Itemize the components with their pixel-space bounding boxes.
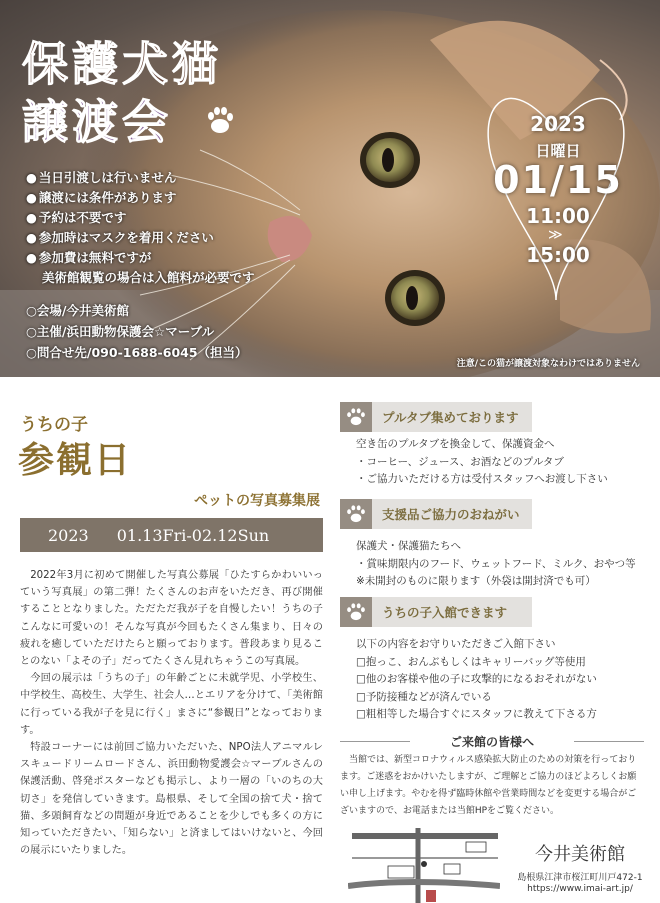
- access-map: [348, 828, 500, 903]
- section-header-donations: [340, 499, 532, 529]
- notice-text: 当館では、新型コロナウィルス感染拡大防止のための対策を行っております。ご迷惑をおかけいたしますが、ご理解とご協力のほどよろしくお願い申し上げます。やむを得ず臨時休館や営業時間などを変更する場合がございますので、お電話または当館HPをご覧ください。: [340, 755, 637, 816]
- section-line: ・賞味期限内のフード、ウェットフード、ミルク、おやつ等: [356, 557, 636, 570]
- venue-info: ○ 会場/今井美術館: [26, 300, 248, 321]
- event-title-line2: 譲渡会: [22, 95, 172, 149]
- exhibit-period-bar: [20, 518, 323, 552]
- section-line: □予防接種などが済んでいる: [356, 690, 492, 703]
- description-paragraph: 特設コーナーには前回ご協力いただいた、NPO法人アニマルレスキュードリームロードさん、浜田動物愛護会☆マーブルさんの保護活動、啓発ポスターなども掲示し、より一層の「いのちの大切さ」を発信していきます。島根県、そして全国の捨て犬・捨て猫、多頭飼育などの問題が身近であることを少しでも多くの方に知っていただきたい、「知らない」と済ましてはいけないと、今回の展示にいたりました。: [20, 742, 323, 857]
- rule-item: ● 参加時はマスクを着用ください: [26, 228, 255, 248]
- time-arrow-icon: ≫: [548, 227, 563, 243]
- description-paragraph: 2022年3月に初めて開催した写真公募展「ひたすらかわいいっていう写真展」の第二弾！たくさんのお声をいただき、再び開催することとなりました。ただただ我が子を自慢したい！うちの子こんなに可愛いの！そんな写真が今回もたくさん集まり、日々の疲れを癒していただけたらと願っております。普段あまり見ることのない「よその子」だってたくさん見れちゃうこの写真展。: [20, 570, 323, 668]
- museum-url[interactable]: https://www.imai-art.jp/: [527, 884, 633, 894]
- event-info: [26, 300, 248, 363]
- notice-title: ご来館の皆様へ: [340, 733, 644, 750]
- section-header-pulltab: [340, 402, 532, 432]
- section-title: 支援品ご協力のおねがい: [382, 507, 520, 522]
- section-header-pets-allowed: [340, 597, 532, 627]
- rule-item: ● 参加費は無料ですが: [26, 248, 255, 268]
- section-line: 保護犬・保護猫たちへ: [356, 540, 461, 552]
- exhibit-title: ペットの写真募集展: [194, 493, 320, 509]
- paw-icon: [340, 499, 372, 529]
- period-year: 2023: [48, 525, 89, 545]
- section-body-donations: [356, 538, 646, 591]
- section-body-pulltab: [356, 436, 646, 489]
- section-line: ・コーヒー、ジュース、お酒などのプルタブ: [356, 455, 564, 468]
- exhibit-main-heading: 参観日: [18, 439, 133, 481]
- event-year: 2023: [530, 112, 586, 136]
- organizer-info: ○ 主催/浜田動物保護会☆マーブル: [26, 321, 248, 342]
- section-line: ※未開封のものに限ります（外袋は開封済でも可）: [356, 575, 596, 587]
- section-body-pets-allowed: [356, 636, 646, 724]
- exhibit-description: [20, 567, 323, 859]
- exhibit-sub-heading: うちの子: [20, 415, 88, 435]
- event-end-time: 15:00: [526, 243, 590, 267]
- period-range: 01.13Fri-02.12Sun: [116, 525, 270, 545]
- section-line: □粗相等した場合すぐにスタッフに教えて下さる方: [356, 708, 597, 720]
- museum-name: 今井美術館: [535, 844, 625, 865]
- section-title: うちの子入館できます: [382, 605, 508, 620]
- event-date: 01/15: [493, 158, 623, 202]
- section-line: 空き缶のプルタブを換金して、保護資金へ: [356, 438, 555, 450]
- description-paragraph: 今回の展示は「うちの子」の年齢ごとに未就学児、小学校生、中学校生、高校生、大学生、社会人…とエリアを分けて、「美術館に行っている我が子を見に行く」まさに“参観日”となっております。: [20, 673, 323, 736]
- paw-icon: [340, 402, 372, 432]
- hero-section: [0, 0, 660, 377]
- paw-icon: [340, 597, 372, 627]
- section-line: ・ご協力いただける方は受付スタッフへお渡し下さい: [356, 473, 608, 485]
- event-weekday: 日曜日: [535, 142, 581, 160]
- event-rules-list: [26, 168, 255, 288]
- section-line: 以下の内容をお守りいただきご入館下さい: [356, 638, 556, 650]
- photo-disclaimer: 注意/この猫が譲渡対象なわけではありません: [456, 359, 640, 369]
- contact-info: ○ 問合せ先/090-1688-6045（担当）: [26, 342, 248, 363]
- rule-item-continuation: 美術館観覧の場合は入館料が必要です: [42, 270, 255, 285]
- event-start-time: 11:00: [526, 204, 590, 228]
- section-title: プルタブ集めております: [382, 410, 519, 425]
- museum-address: 島根県江津市桜江町川戸472-1: [517, 873, 643, 883]
- section-line: □抱っこ、おんぶもしくはキャリーバッグ等使用: [356, 655, 586, 668]
- event-title-line1: 保護犬猫: [22, 37, 222, 91]
- rule-item: ● 譲渡には条件があります: [26, 188, 255, 208]
- rule-item: ● 当日引渡しは行いません: [26, 168, 255, 188]
- section-line: □他のお客様や他の子に攻撃的になるおそれがない: [356, 673, 597, 685]
- rule-item: ● 予約は不要です: [26, 208, 255, 228]
